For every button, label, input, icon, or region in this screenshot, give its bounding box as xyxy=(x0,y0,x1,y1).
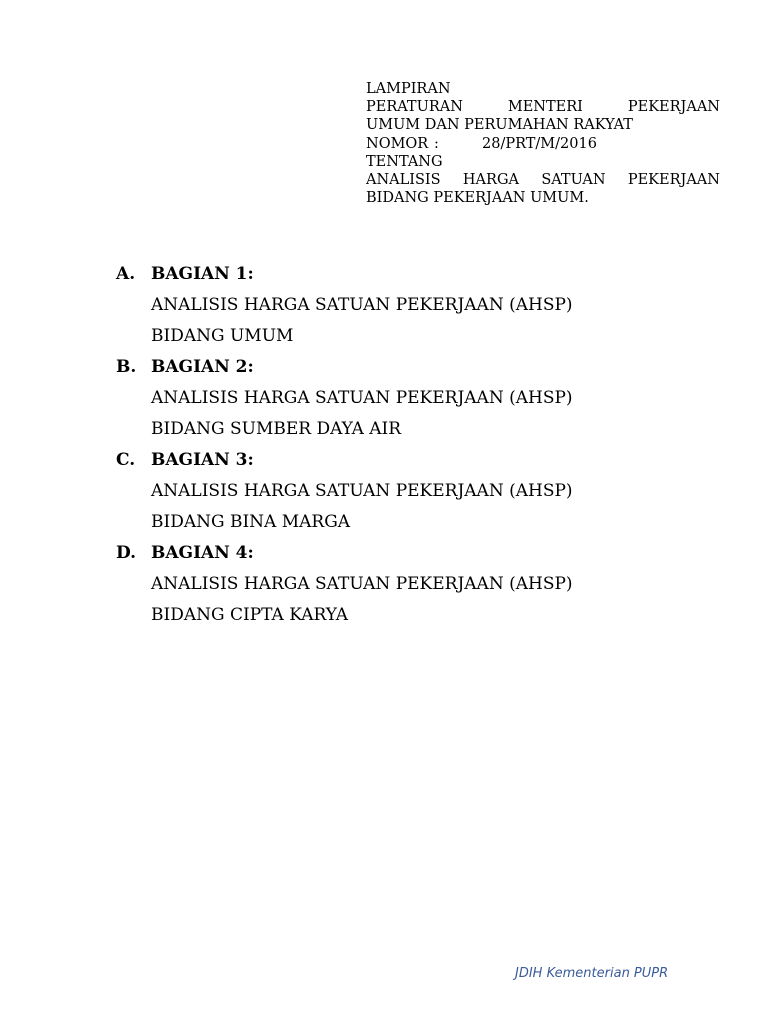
pekerjaan-word: PEKERJAAN xyxy=(627,99,720,116)
section-line-2: BIDANG SUMBER DAYA AIR xyxy=(151,418,402,439)
analisis-word: ANALISIS xyxy=(366,172,441,189)
section-d xyxy=(116,537,736,630)
section-line-1: ANALISIS HARGA SATUAN PEKERJAAN (AHSP) xyxy=(151,573,573,594)
section-heading xyxy=(116,258,736,289)
section-title: BAGIAN 1: xyxy=(151,263,254,284)
menteri-word: MENTERI xyxy=(507,99,583,116)
section-line-1: ANALISIS HARGA SATUAN PEKERJAAN (AHSP) xyxy=(151,294,573,315)
section-line-1: ANALISIS HARGA SATUAN PEKERJAAN (AHSP) xyxy=(151,480,573,501)
section-c xyxy=(116,444,736,537)
section-title: BAGIAN 4: xyxy=(151,542,254,563)
section-letter: D. xyxy=(116,542,137,563)
peraturan-line xyxy=(366,98,720,116)
tentang-label: TENTANG xyxy=(366,153,443,170)
section-line-1: ANALISIS HARGA SATUAN PEKERJAAN (AHSP) xyxy=(151,387,573,408)
section-line-2: BIDANG UMUM xyxy=(151,325,294,346)
nomor-line xyxy=(366,135,720,153)
section-title: BAGIAN 3: xyxy=(151,449,254,470)
lampiran-label: LAMPIRAN xyxy=(366,81,451,97)
section-line-2: BIDANG BINA MARGA xyxy=(151,511,351,532)
section-letter: C. xyxy=(116,449,136,470)
section-heading xyxy=(116,444,736,475)
sections-list xyxy=(116,258,736,630)
section-heading xyxy=(116,537,736,568)
jdih-footer: JDIH Kementerian PUPR xyxy=(515,966,669,981)
nomor-separator: : xyxy=(434,135,439,152)
section-b xyxy=(116,351,736,444)
pekerjaan-word: PEKERJAAN xyxy=(627,172,720,189)
section-letter: A. xyxy=(116,263,136,284)
bidang-pu-line: BIDANG PEKERJAAN UMUM. xyxy=(366,190,589,207)
section-a xyxy=(116,258,736,351)
satuan-word: SATUAN xyxy=(541,172,606,189)
analisis-line xyxy=(366,171,720,189)
lampiran-header xyxy=(366,80,720,207)
nomor-label: NOMOR xyxy=(366,135,429,152)
umum-perumahan-line: UMUM DAN PERUMAHAN RAKYAT xyxy=(366,117,633,134)
section-heading xyxy=(116,351,736,382)
section-letter: B. xyxy=(116,356,137,377)
nomor-value: 28/PRT/M/2016 xyxy=(482,135,597,152)
peraturan-word: PERATURAN xyxy=(366,99,463,116)
section-title: BAGIAN 2: xyxy=(151,356,254,377)
section-line-2: BIDANG CIPTA KARYA xyxy=(151,604,348,625)
harga-word: HARGA xyxy=(462,172,519,189)
